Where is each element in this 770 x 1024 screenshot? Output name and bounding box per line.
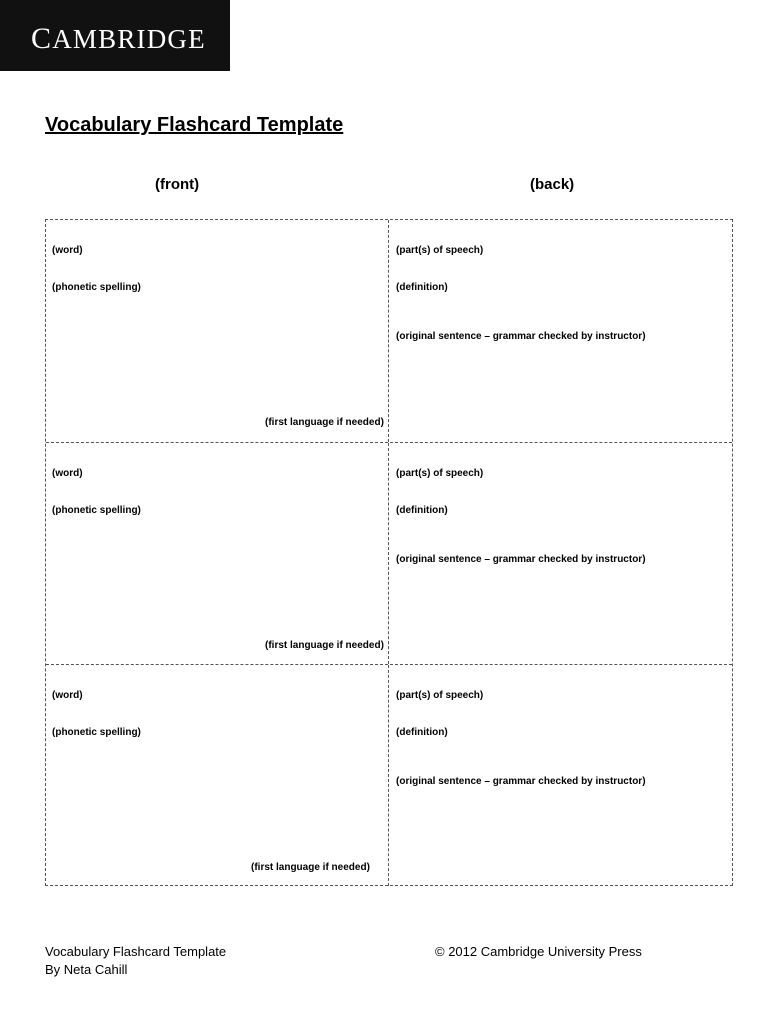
phonetic-spelling-label: (phonetic spelling) bbox=[52, 282, 141, 293]
original-sentence-label: (original sentence – grammar checked by instructor) bbox=[396, 331, 646, 342]
back-column-heading: (back) bbox=[530, 176, 575, 193]
flashcard-grid bbox=[45, 219, 733, 886]
cambridge-logo bbox=[0, 0, 230, 71]
front-column-heading: (front) bbox=[155, 176, 200, 193]
word-label: (word) bbox=[52, 245, 83, 256]
flashcard-row bbox=[46, 220, 732, 442]
flashcard-row bbox=[46, 442, 732, 664]
first-language-label: (first language if needed) bbox=[251, 862, 370, 873]
word-label: (word) bbox=[52, 690, 83, 701]
logo-initial: C bbox=[31, 22, 53, 55]
card-back bbox=[389, 665, 732, 886]
card-back bbox=[389, 443, 732, 664]
footer-left bbox=[45, 943, 226, 979]
parts-of-speech-label: (part(s) of speech) bbox=[396, 468, 484, 479]
first-language-label: (first language if needed) bbox=[265, 640, 384, 651]
logo-rest: AMBRIDGE bbox=[52, 24, 206, 54]
first-language-label: (first language if needed) bbox=[265, 417, 384, 428]
card-back bbox=[389, 220, 732, 442]
card-front bbox=[46, 665, 389, 886]
original-sentence-label: (original sentence – grammar checked by instructor) bbox=[396, 776, 646, 787]
original-sentence-label: (original sentence – grammar checked by instructor) bbox=[396, 554, 646, 565]
footer-document-name: Vocabulary Flashcard Template bbox=[45, 944, 227, 959]
definition-label: (definition) bbox=[396, 727, 448, 738]
card-front bbox=[46, 220, 389, 442]
logo-text bbox=[31, 22, 206, 56]
card-front bbox=[46, 443, 389, 664]
flashcard-row bbox=[46, 664, 732, 886]
phonetic-spelling-label: (phonetic spelling) bbox=[52, 505, 141, 516]
footer-copyright: © 2012 Cambridge University Press bbox=[435, 944, 642, 959]
definition-label: (definition) bbox=[396, 282, 448, 293]
definition-label: (definition) bbox=[396, 505, 448, 516]
parts-of-speech-label: (part(s) of speech) bbox=[396, 245, 484, 256]
word-label: (word) bbox=[52, 468, 83, 479]
parts-of-speech-label: (part(s) of speech) bbox=[396, 690, 484, 701]
document-title: Vocabulary Flashcard Template bbox=[45, 114, 344, 136]
phonetic-spelling-label: (phonetic spelling) bbox=[52, 727, 141, 738]
footer-author: By Neta Cahill bbox=[45, 962, 128, 977]
